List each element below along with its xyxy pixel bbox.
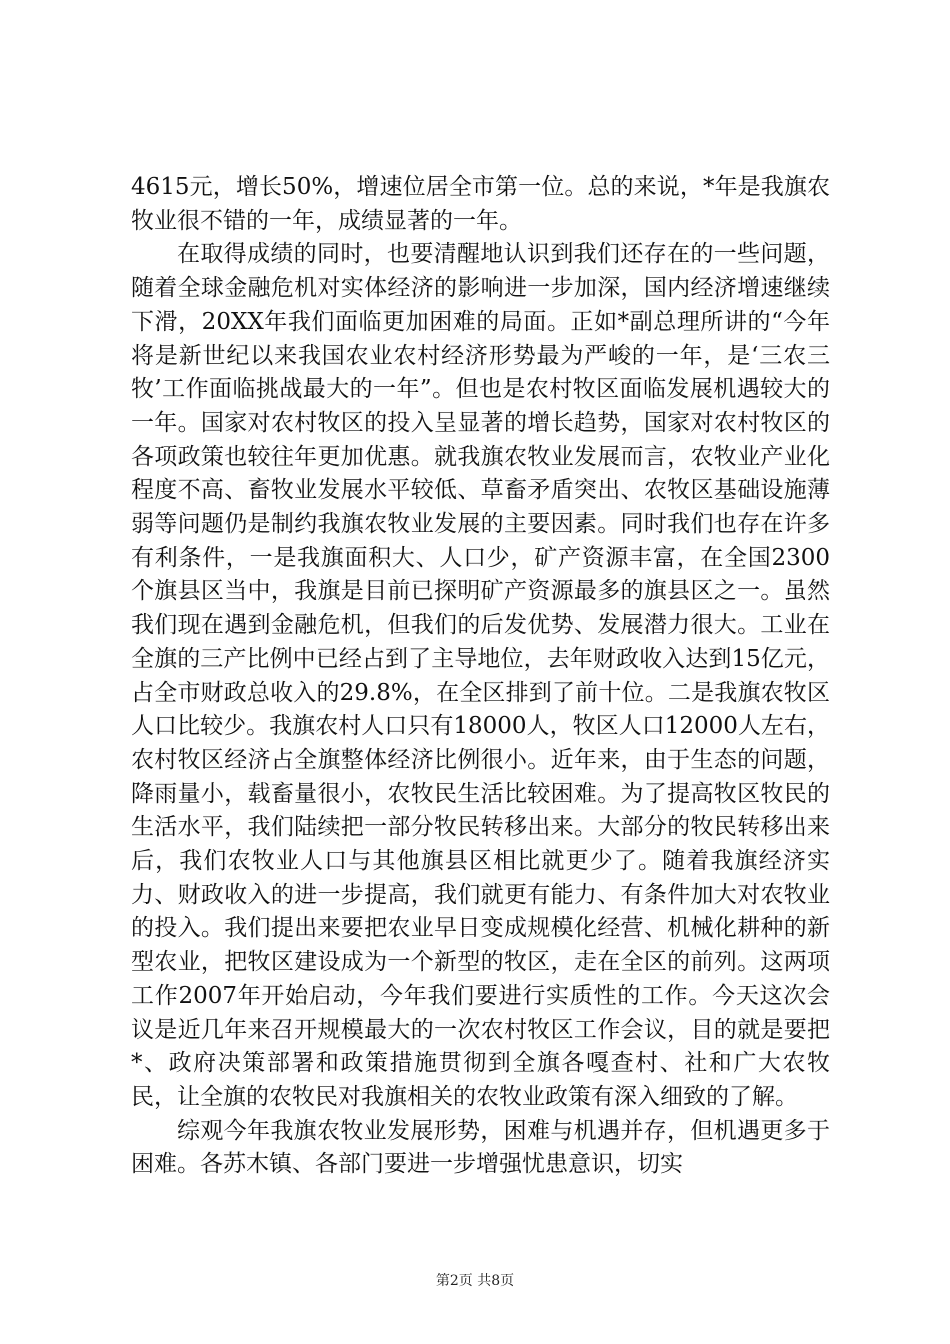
paragraph-1: 4615元，增长50%，增速位居全市第一位。总的来说，*年是我旗农牧业很不错的一年，成绩显著的一年。 [131,174,830,234]
paragraph-2: 在取得成绩的同时，也要清醒地认识到我们还存在的一些问题，随着全球金融危机对实体经济的影响进一步加深，国内经济增速继续下滑，20XX年我们面临更加困难的局面。正如*副总理所讲的“今年将是新世纪以来我国农业农村经济形势最为严峻的一年，是‘三农三牧’工作面临挑战最大的一年”。但也是农村牧区面临发展机遇较大的一年。国家对农村牧区的投入呈显著的增长趋势，国家对农村牧区的各项政策也较往年更加优惠。就我旗农牧业发展而言，农牧业产业化程度不高、畜牧业发展水平较低、草畜矛盾突出、农牧区基础设施薄弱等问题仍是制约我旗农牧业发展的主要因素。同时我们也存在许多有利条件，一是我旗面积大、人口少，矿产资源丰富，在全国2300个旗县区当中，我旗是目前已探明矿产资源最多的旗县区之一。虽然我们现在遇到金融危机，但我们的后发优势、发展潜力很大。工业在全旗的三产比例中已经占到了主导地位，去年财政收入达到15亿元，占全市财政总收入的29.8%，在全区排到了前十位。二是我旗农牧区人口比较少。我旗农村人口只有18000人，牧区人口12000人左右，农村牧区经济占全旗整体经济比例很小。近年来，由于生态的问题，降雨量小，载畜量很小，农牧民生活比较困难。为了提高牧区牧民的生活水平，我们陆续把一部分牧民转移出来。大部分的牧民转移出来后，我们农牧业人口与其他旗县区相比就更少了。随着我旗经济实力、财政收入的进一步提高，我们就更有能力、有条件加大对农牧业的投入。我们提出来要把农业早日变成规模化经营、机械化耕种的新型农业，把牧区建设成为一个新型的牧区，走在全区的前列。这两项工作2007年开始启动，今年我们要进行实质性的工作。今天这次会议是近几年来召开规模最大的一次农村牧区工作会议，目的就是要把*、政府决策部署和政策措施贯彻到全旗各嘎查村、社和广大农牧民，让全旗的农牧民对我旗相关的农牧业政策有深入细致的了解。 [131,241,830,1110]
body-text [131,171,830,1182]
paragraph-3: 综观今年我旗农牧业发展形势，困难与机遇并存，但机遇更多于困难。各苏木镇、各部门要进一步增强忧患意识，切实 [131,1117,830,1178]
page-number-footer: 第2页 共8页 [435,1273,515,1289]
